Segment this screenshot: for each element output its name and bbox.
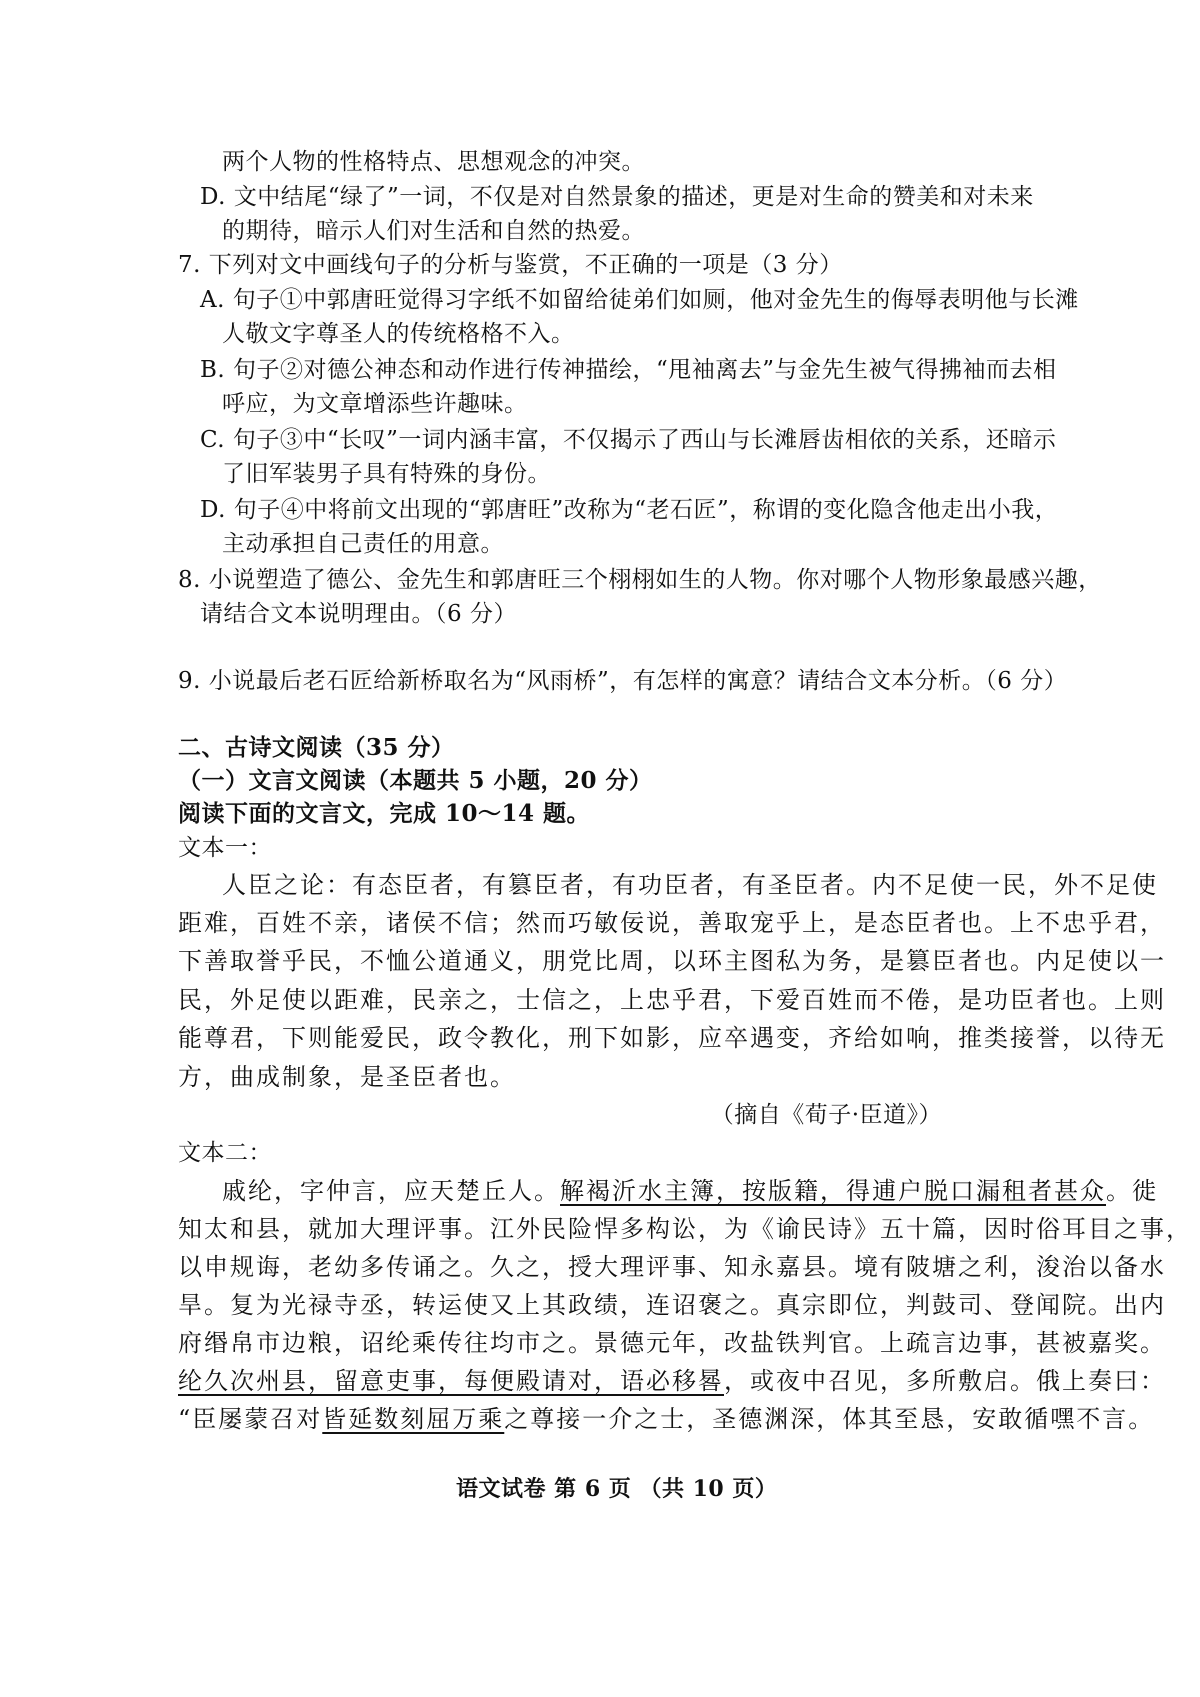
text2-line7: [178, 1402, 1154, 1436]
q7-option-c-line2: 了旧军装男子具有特殊的身份。: [222, 461, 551, 487]
q7-option-a-line1: A. 句子①中郭唐旺觉得习字纸不如留给徒弟们如厕，他对金先生的侮辱表明他与长滩: [200, 287, 1079, 313]
text2-line6: [178, 1364, 1166, 1398]
section2-instruction: 阅读下面的文言文，完成 10～14 题。: [178, 800, 591, 827]
q6-option-d-line2: 的期待，暗示人们对生活和自然的热爱。: [222, 218, 645, 244]
underlined-phrase-3: 皆延数刻屈万乘: [322, 1405, 505, 1433]
q6-option-c-continuation: 两个人物的性格特点、思想观念的冲突。: [222, 149, 645, 175]
text2-line4: 旱。复为光禄寺丞，转运使又上其政绩，连诏褒之。真宗即位，判鼓司、登闻院。出内: [178, 1291, 1166, 1319]
text2-label: 文本二：: [178, 1140, 272, 1166]
text2-line5: 府缗帛市边粮，诏纶乘传往均市之。景德元年，改盐铁判官。上疏言边事，甚被嘉奖。: [178, 1329, 1166, 1357]
q9-line1: 9. 小说最后老石匠给新桥取名为“风雨桥”，有怎样的寓意？请结合文本分析。（6 分）: [178, 668, 1068, 694]
text1-label: 文本一：: [178, 835, 272, 861]
text1-line3: 下善取誉乎民，不恤公道通义，朋党比周，以环主图私为务，是篡臣者也。内足使以一: [178, 947, 1166, 975]
text2-line1-start: 戚纶，字仲言，应天楚丘人。: [222, 1177, 560, 1205]
q7-option-a-line2: 人敬文字尊圣人的传统格格不入。: [222, 321, 575, 347]
text1-line5: 能尊君，下则能爱民，政令教化，刑下如影，应卒遇变，齐给如响，推类接誉，以待无: [178, 1024, 1166, 1052]
q7-option-b-line2: 呼应，为文章增添些许趣味。: [222, 391, 528, 417]
text2-line7-start: “臣屡蒙召对: [178, 1405, 323, 1433]
text2-line1-end: 。徙: [1106, 1177, 1158, 1205]
text1-source: （摘自《荀子·臣道》）: [710, 1102, 942, 1128]
text2-line7-end: 之尊接一介之士，圣德渊深，体其至恳，安敢循嘿不言。: [504, 1405, 1155, 1433]
text2-line2: 知太和县，就加大理评事。江外民险悍多构讼，为《谕民诗》五十篇，因时俗耳目之事，: [178, 1215, 1192, 1243]
text1-line2: 距难，百姓不亲，诸侯不信；然而巧敏佞说，善取宠乎上，是态臣者也。上不忠乎君，: [178, 909, 1166, 937]
page-footer: 语文试卷 第 6 页 （共 10 页）: [456, 1476, 778, 1502]
q7-option-d-line1: D. 句子④中将前文出现的“郭唐旺”改称为“老石匠”，称谓的变化隐含他走出小我，: [200, 497, 1059, 523]
text1-line6: 方，曲成制象，是圣臣者也。: [178, 1063, 516, 1091]
text1-line4: 民，外足使以距难，民亲之，士信之，上忠乎君，下爱百姓而不倦，是功臣者也。上则: [178, 986, 1166, 1014]
q8-line2: 请结合文本说明理由。（6 分）: [200, 601, 517, 627]
q6-option-d-line1: D. 文中结尾“绿了”一词，不仅是对自然景象的描述，更是对生命的赞美和对未来: [200, 184, 1034, 210]
q7-option-b-line1: B. 句子②对德公神态和动作进行传神描绘，“甩袖离去”与金先生被气得拂袖而去相: [200, 357, 1057, 383]
q7-option-c-line1: C. 句子③中“长叹”一词内涵丰富，不仅揭示了西山与长滩唇齿相依的关系，还暗示: [200, 427, 1057, 453]
text1-line1: 人臣之论：有态臣者，有篡臣者，有功臣者，有圣臣者。内不足使一民，外不足使: [222, 871, 1158, 899]
underlined-sentence-2: 纶久次州县，留意吏事，每便殿请对，语必移晷: [178, 1367, 724, 1395]
section2-title: 二、古诗文阅读（35 分）: [178, 734, 455, 761]
text2-line6-end: ，或夜中召见，多所敷启。俄上奏曰：: [724, 1367, 1166, 1395]
text2-line3: 以申规诲，老幼多传诵之。久之，授大理评事、知永嘉县。境有陂塘之利，浚治以备水: [178, 1253, 1166, 1281]
section2-subtitle: （一）文言文阅读（本题共 5 小题，20 分）: [178, 767, 653, 794]
underlined-sentence-1: 解褐沂水主簿，按版籍，得逋户脱口漏租者甚众: [560, 1177, 1106, 1205]
q7-option-d-line2: 主动承担自己责任的用意。: [222, 531, 504, 557]
q8-line1: 8. 小说塑造了德公、金先生和郭唐旺三个栩栩如生的人物。你对哪个人物形象最感兴趣，: [178, 567, 1102, 593]
text2-line1: [222, 1174, 1158, 1208]
q7-stem: 7. 下列对文中画线句子的分析与鉴赏，不正确的一项是（3 分）: [178, 252, 843, 278]
